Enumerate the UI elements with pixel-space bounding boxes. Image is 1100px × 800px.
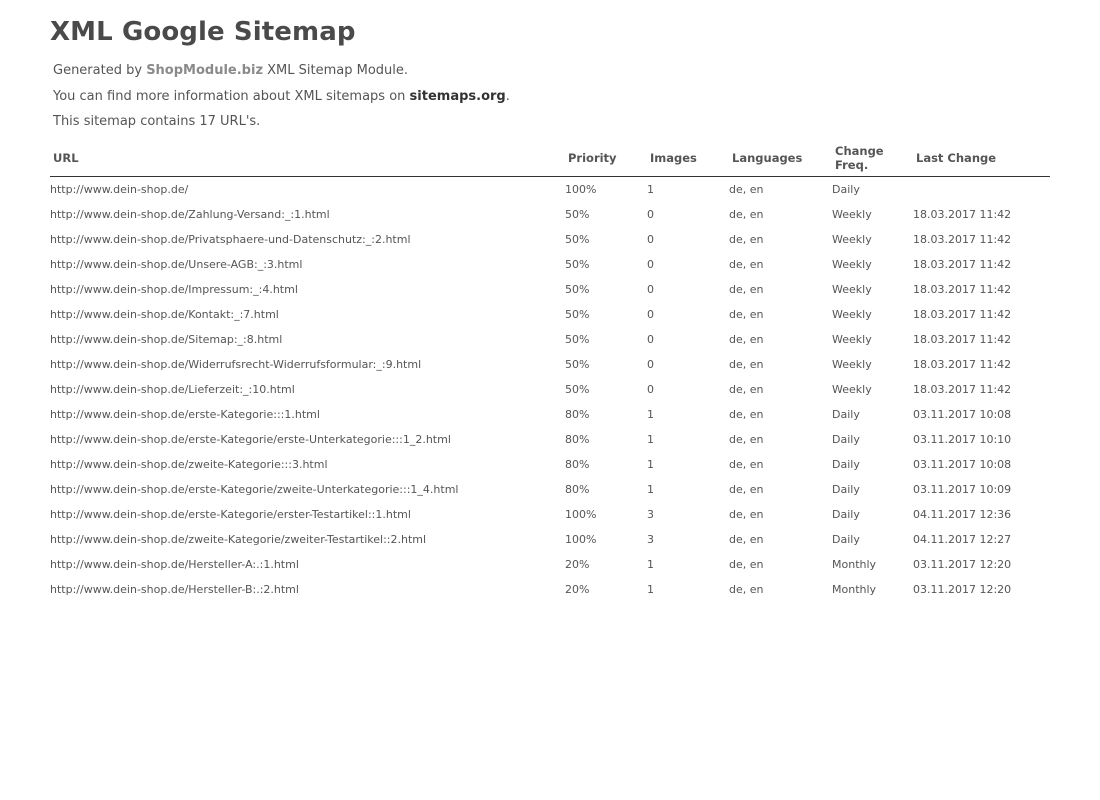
- cell-languages: de, en: [729, 532, 764, 546]
- cell-languages: de, en: [729, 407, 764, 421]
- url-count-line: This sitemap contains 17 URL's.: [53, 114, 261, 129]
- cell-languages: de, en: [729, 332, 764, 346]
- table-body: [50, 177, 1050, 603]
- column-header-last-change: Last Change: [913, 140, 1050, 177]
- cell-last-change: 18.03.2017 11:42: [913, 282, 1012, 296]
- cell-priority: 100%: [565, 182, 597, 196]
- table-row: [50, 377, 1050, 402]
- table-row: [50, 477, 1050, 502]
- cell-change-freq: Weekly: [832, 382, 872, 396]
- cell-change-freq: Weekly: [832, 357, 872, 371]
- cell-url: [50, 477, 565, 502]
- cell-images: 1: [647, 432, 654, 446]
- url-link[interactable]: http://www.dein-shop.de/Unsere-AGB:_:3.html: [50, 257, 303, 271]
- url-link[interactable]: http://www.dein-shop.de/erste-Kategorie/zweite-Unterkategorie:::1_4.html: [50, 482, 459, 496]
- url-link[interactable]: http://www.dein-shop.de/Sitemap:_:8.html: [50, 332, 283, 346]
- cell-languages: de, en: [729, 182, 764, 196]
- cell-priority: 80%: [565, 407, 590, 421]
- cell-languages: de, en: [729, 207, 764, 221]
- cell-priority: 100%: [565, 532, 597, 546]
- cell-priority: 100%: [565, 507, 597, 521]
- cell-change-freq: Weekly: [832, 207, 872, 221]
- cell-languages: de, en: [729, 307, 764, 321]
- cell-priority: 50%: [565, 332, 590, 346]
- info-suffix: .: [505, 89, 510, 104]
- url-link[interactable]: http://www.dein-shop.de/zweite-Kategorie:::3.html: [50, 457, 328, 471]
- cell-last-change: [913, 177, 1050, 203]
- cell-url: [50, 552, 565, 577]
- cell-languages: de, en: [729, 382, 764, 396]
- cell-url: [50, 427, 565, 452]
- cell-last-change: 18.03.2017 11:42: [913, 257, 1012, 271]
- cell-last-change: 18.03.2017 11:42: [913, 357, 1012, 371]
- cell-change-freq: Daily: [832, 532, 860, 546]
- cell-change-freq: Weekly: [832, 282, 872, 296]
- cell-url: [50, 452, 565, 477]
- table-row: [50, 552, 1050, 577]
- cell-change-freq: Daily: [832, 182, 860, 196]
- cell-last-change: 03.11.2017 12:20: [913, 582, 1012, 596]
- cell-images: 1: [647, 407, 654, 421]
- url-link[interactable]: http://www.dein-shop.de/Zahlung-Versand:_:1.html: [50, 207, 330, 221]
- url-link[interactable]: http://www.dein-shop.de/erste-Kategorie/erster-Testartikel::1.html: [50, 507, 411, 521]
- cell-url: [50, 227, 565, 252]
- cell-url: [50, 202, 565, 227]
- column-header-images: Images: [647, 140, 729, 177]
- cell-last-change: 18.03.2017 11:42: [913, 207, 1012, 221]
- generated-prefix: Generated by: [53, 63, 147, 78]
- column-header-change-freq: [832, 140, 913, 177]
- cell-last-change: 18.03.2017 11:42: [913, 382, 1012, 396]
- url-link[interactable]: http://www.dein-shop.de/Hersteller-A:.:1.html: [50, 557, 299, 571]
- url-link[interactable]: http://www.dein-shop.de/Widerrufsrecht-Widerrufsformular:_:9.html: [50, 357, 422, 371]
- cell-priority: 20%: [565, 557, 590, 571]
- cell-languages: de, en: [729, 457, 764, 471]
- cell-url: [50, 402, 565, 427]
- generated-by-line: [53, 63, 408, 79]
- cell-last-change: 18.03.2017 11:42: [913, 332, 1012, 346]
- cell-languages: de, en: [729, 507, 764, 521]
- table-row: [50, 202, 1050, 227]
- cell-priority: 80%: [565, 457, 590, 471]
- cell-images: 1: [647, 482, 654, 496]
- cell-languages: de, en: [729, 432, 764, 446]
- cell-images: 0: [647, 307, 654, 321]
- url-link[interactable]: http://www.dein-shop.de/Hersteller-B:.:2.html: [50, 582, 299, 596]
- cell-languages: de, en: [729, 557, 764, 571]
- cell-change-freq: Daily: [832, 507, 860, 521]
- cell-change-freq: Weekly: [832, 232, 872, 246]
- table-row: [50, 302, 1050, 327]
- table-row: [50, 327, 1050, 352]
- sitemaps-org-link[interactable]: sitemaps.org: [409, 89, 506, 104]
- cell-images: 0: [647, 282, 654, 296]
- cell-languages: de, en: [729, 282, 764, 296]
- cell-images: 1: [647, 182, 654, 196]
- cell-change-freq: Monthly: [832, 557, 877, 571]
- cell-images: 0: [647, 382, 654, 396]
- cell-images: 0: [647, 257, 654, 271]
- cell-last-change: 18.03.2017 11:42: [913, 307, 1012, 321]
- more-info-line: [53, 89, 510, 105]
- cell-images: 3: [647, 507, 654, 521]
- cell-last-change: 04.11.2017 12:27: [913, 532, 1012, 546]
- url-link[interactable]: http://www.dein-shop.de/Privatsphaere-und-Datenschutz:_:2.html: [50, 232, 411, 246]
- cell-change-freq: Monthly: [832, 582, 877, 596]
- cell-url: [50, 177, 565, 203]
- cell-last-change: 03.11.2017 12:20: [913, 557, 1012, 571]
- url-link[interactable]: http://www.dein-shop.de/erste-Kategorie/erste-Unterkategorie:::1_2.html: [50, 432, 451, 446]
- change-freq-line1: Change: [835, 144, 884, 158]
- cell-last-change: 04.11.2017 12:36: [913, 507, 1012, 521]
- cell-last-change: 03.11.2017 10:10: [913, 432, 1012, 446]
- cell-images: 1: [647, 557, 654, 571]
- cell-url: [50, 577, 565, 602]
- cell-url: [50, 327, 565, 352]
- cell-priority: 50%: [565, 282, 590, 296]
- page-title: XML Google Sitemap: [50, 17, 356, 47]
- cell-images: 0: [647, 357, 654, 371]
- table-row: [50, 402, 1050, 427]
- table-row: [50, 352, 1050, 377]
- cell-priority: 50%: [565, 382, 590, 396]
- url-link[interactable]: http://www.dein-shop.de/Impressum:_:4.html: [50, 282, 298, 296]
- cell-languages: de, en: [729, 482, 764, 496]
- cell-priority: 50%: [565, 232, 590, 246]
- cell-url: [50, 527, 565, 552]
- table-row: [50, 177, 1050, 203]
- table-row: [50, 427, 1050, 452]
- cell-change-freq: Weekly: [832, 257, 872, 271]
- url-link[interactable]: http://www.dein-shop.de/Kontakt:_:7.html: [50, 307, 279, 321]
- cell-change-freq: Daily: [832, 407, 860, 421]
- table-header-row: [50, 140, 1050, 177]
- cell-images: 0: [647, 232, 654, 246]
- cell-last-change: 03.11.2017 10:08: [913, 457, 1012, 471]
- cell-priority: 50%: [565, 207, 590, 221]
- column-header-url: URL: [50, 140, 565, 177]
- cell-change-freq: Daily: [832, 482, 860, 496]
- cell-change-freq: Weekly: [832, 307, 872, 321]
- cell-change-freq: Daily: [832, 432, 860, 446]
- cell-url: [50, 502, 565, 527]
- cell-change-freq: Daily: [832, 457, 860, 471]
- column-header-priority: Priority: [565, 140, 647, 177]
- cell-images: 3: [647, 532, 654, 546]
- url-link[interactable]: http://www.dein-shop.de/Lieferzeit:_:10.html: [50, 382, 295, 396]
- cell-priority: 20%: [565, 582, 590, 596]
- generator-link[interactable]: ShopModule.biz: [146, 63, 264, 78]
- cell-priority: 50%: [565, 357, 590, 371]
- cell-priority: 80%: [565, 432, 590, 446]
- cell-priority: 50%: [565, 257, 590, 271]
- table-row: [50, 227, 1050, 252]
- cell-last-change: 03.11.2017 10:09: [913, 482, 1012, 496]
- table-row: [50, 452, 1050, 477]
- url-link[interactable]: http://www.dein-shop.de/zweite-Kategorie/zweiter-Testartikel::2.html: [50, 532, 427, 546]
- info-prefix: You can find more information about XML sitemaps on: [53, 89, 410, 104]
- cell-url: [50, 302, 565, 327]
- table-row: [50, 277, 1050, 302]
- cell-images: 1: [647, 457, 654, 471]
- cell-url: [50, 352, 565, 377]
- cell-change-freq: Weekly: [832, 332, 872, 346]
- sitemap-table: [50, 140, 1050, 602]
- cell-url: [50, 252, 565, 277]
- table-row: [50, 527, 1050, 552]
- cell-languages: de, en: [729, 232, 764, 246]
- cell-languages: de, en: [729, 582, 764, 596]
- cell-url: [50, 377, 565, 402]
- url-link[interactable]: http://www.dein-shop.de/: [50, 182, 189, 196]
- cell-url: [50, 277, 565, 302]
- column-header-languages: Languages: [729, 140, 832, 177]
- cell-last-change: 18.03.2017 11:42: [913, 232, 1012, 246]
- table-row: [50, 577, 1050, 602]
- cell-last-change: 03.11.2017 10:08: [913, 407, 1012, 421]
- cell-images: 1: [647, 582, 654, 596]
- cell-images: 0: [647, 207, 654, 221]
- cell-languages: de, en: [729, 257, 764, 271]
- cell-priority: 50%: [565, 307, 590, 321]
- cell-images: 0: [647, 332, 654, 346]
- generated-suffix: XML Sitemap Module.: [263, 63, 409, 78]
- url-link[interactable]: http://www.dein-shop.de/erste-Kategorie:::1.html: [50, 407, 320, 421]
- table-row: [50, 502, 1050, 527]
- change-freq-line2: Freq.: [835, 158, 869, 172]
- cell-languages: de, en: [729, 357, 764, 371]
- table-row: [50, 252, 1050, 277]
- cell-priority: 80%: [565, 482, 590, 496]
